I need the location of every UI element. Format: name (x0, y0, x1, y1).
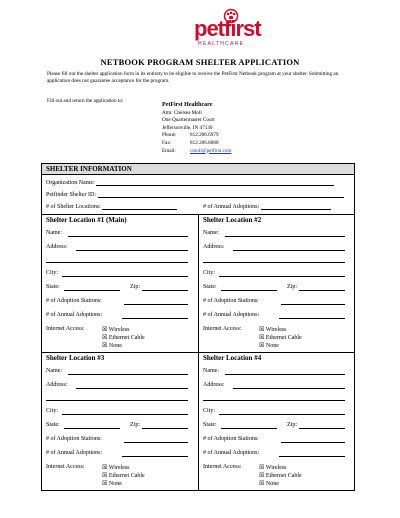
logo-tagline: HEALTHCARE (198, 41, 245, 47)
ethernet-checkbox[interactable]: ☒ Ethernet Cable (259, 335, 302, 341)
address-city: Jeffersonville, IN 47130 (162, 124, 213, 131)
zip-field[interactable] (299, 290, 345, 291)
ethernet-checkbox[interactable]: ☒ Ethernet Cable (102, 335, 145, 341)
address-field-line2[interactable] (46, 400, 188, 401)
petfirst-logo (194, 8, 261, 50)
divider (198, 214, 199, 490)
city-field[interactable] (219, 276, 345, 277)
annual-adoptions-row (203, 203, 331, 210)
address-label: Address: (46, 244, 68, 250)
state-field[interactable] (221, 290, 277, 291)
annual-field[interactable] (122, 456, 188, 457)
annual-label: # of Annual Adoptions: (46, 312, 103, 318)
annual-field[interactable] (279, 318, 345, 319)
internet-label: Internet Access: (203, 326, 242, 332)
wireless-checkbox[interactable]: ☒ Wireless (102, 465, 130, 471)
name-field[interactable] (225, 374, 345, 375)
stations-label: # of Adoption Stations: (203, 436, 259, 442)
name-label: Name: (203, 368, 219, 374)
state-label: State: (46, 422, 60, 428)
annual-adoptions-field[interactable] (261, 203, 331, 210)
wireless-checkbox[interactable]: ☒ Wireless (259, 327, 287, 333)
stations-label: # of Adoption Stations: (46, 436, 102, 442)
zip-field[interactable] (142, 428, 188, 429)
internet-label: Internet Access: (46, 326, 85, 332)
annual-label: # of Annual Adoptions: (203, 450, 260, 456)
intro-text: Please fill out the shelter application form in its entirety to be eligible to receive the PetFirst Netbook program at your shelter. Submitting an application does not guarantee acceptance for the program. (47, 71, 339, 84)
locations-count-field[interactable] (102, 203, 177, 210)
logo-wordmark: petfirst (194, 16, 261, 41)
city-field[interactable] (62, 276, 188, 277)
none-checkbox[interactable]: ☒ None (259, 481, 279, 487)
location-title: Shelter Location #2 (203, 216, 262, 224)
zip-label: Zip: (130, 422, 140, 428)
org-name-label: Organization Name: (46, 180, 95, 186)
ethernet-checkbox[interactable]: ☒ Ethernet Cable (102, 473, 145, 479)
internet-label: Internet Access: (203, 464, 242, 470)
address-label: Address: (203, 244, 225, 250)
petfinder-field[interactable] (98, 191, 344, 198)
city-field[interactable] (62, 414, 188, 415)
city-label: City: (46, 270, 59, 276)
address-field[interactable] (76, 250, 188, 251)
return-instructions: Fill out and return the application to: (47, 98, 124, 104)
zip-label: Zip: (287, 422, 297, 428)
address-label: Address: (203, 382, 225, 388)
address-attn: Attn: Chelsea Moll (162, 109, 202, 116)
annual-label: # of Annual Adoptions: (46, 450, 103, 456)
address-field[interactable] (76, 388, 188, 389)
address-street: One Quartermaster Court (162, 117, 215, 124)
address-label: Address: (46, 382, 68, 388)
section-header: SHELTER INFORMATION (42, 164, 354, 175)
state-field[interactable] (64, 428, 120, 429)
fax-value: 812.206.8068 (190, 139, 219, 146)
name-field[interactable] (68, 236, 188, 237)
name-label: Name: (46, 368, 62, 374)
stations-field[interactable] (124, 304, 188, 305)
state-label: State: (203, 422, 217, 428)
state-field[interactable] (64, 290, 120, 291)
stations-label: # of Adoption Stations: (46, 298, 102, 304)
internet-options (102, 464, 145, 488)
location-title: Shelter Location #1 (Main) (46, 216, 127, 224)
none-checkbox[interactable]: ☒ None (102, 481, 122, 487)
city-label: City: (203, 408, 216, 414)
name-label: Name: (46, 230, 62, 236)
address-field[interactable] (233, 388, 345, 389)
address-field-line2[interactable] (203, 262, 345, 263)
none-checkbox[interactable]: ☒ None (259, 343, 279, 349)
city-field[interactable] (219, 414, 345, 415)
fax-label: Fax: (162, 139, 172, 146)
page-title: NETBOOK PROGRAM SHELTER APPLICATION (100, 57, 300, 67)
wireless-checkbox[interactable]: ☒ Wireless (102, 327, 130, 333)
city-label: City: (46, 408, 59, 414)
address-field[interactable] (233, 250, 345, 251)
internet-label: Internet Access: (46, 464, 85, 470)
internet-options (102, 326, 145, 350)
none-checkbox[interactable]: ☒ None (102, 343, 122, 349)
state-label: State: (203, 284, 217, 290)
org-name-row (46, 179, 334, 186)
wireless-checkbox[interactable]: ☒ Wireless (259, 465, 287, 471)
locations-count-label: # of Shelter Locations: (46, 204, 101, 210)
stations-field[interactable] (281, 304, 345, 305)
annual-label: # of Annual Adoptions: (203, 312, 260, 318)
name-field[interactable] (68, 374, 188, 375)
phone-value: 812.206.6979 (190, 132, 219, 139)
location-title: Shelter Location #4 (203, 354, 262, 362)
zip-field[interactable] (299, 428, 345, 429)
stations-field[interactable] (281, 442, 345, 443)
city-label: City: (203, 270, 216, 276)
state-label: State: (46, 284, 60, 290)
email-label: Email: (162, 147, 176, 154)
address-field-line2[interactable] (46, 262, 188, 263)
zip-label: Zip: (130, 284, 140, 290)
org-name-field[interactable] (96, 179, 334, 186)
zip-field[interactable] (142, 290, 188, 291)
petfinder-label: Petfinder Shelter ID: (46, 192, 96, 198)
stations-label: # of Adoption Stations: (203, 298, 259, 304)
zip-label: Zip: (287, 284, 297, 290)
shelter-form (41, 163, 355, 491)
internet-options (259, 464, 302, 488)
annual-field[interactable] (122, 318, 188, 319)
address-field-line2[interactable] (203, 400, 345, 401)
mailing-address (162, 102, 232, 155)
internet-options (259, 326, 302, 350)
location-title: Shelter Location #3 (46, 354, 105, 362)
locations-count-row (46, 203, 177, 210)
name-label: Name: (203, 230, 219, 236)
phone-label: Phone: (162, 132, 177, 139)
annual-field[interactable] (279, 456, 345, 457)
email-link[interactable]: cmoll@petfirst.com (190, 147, 232, 154)
stations-field[interactable] (124, 442, 188, 443)
address-org: PetFirst Healthcare (162, 102, 213, 108)
annual-adoptions-label: # of Annual Adoptions: (203, 204, 260, 210)
state-field[interactable] (221, 428, 277, 429)
petfinder-row (46, 191, 344, 198)
ethernet-checkbox[interactable]: ☒ Ethernet Cable (259, 473, 302, 479)
name-field[interactable] (225, 236, 345, 237)
